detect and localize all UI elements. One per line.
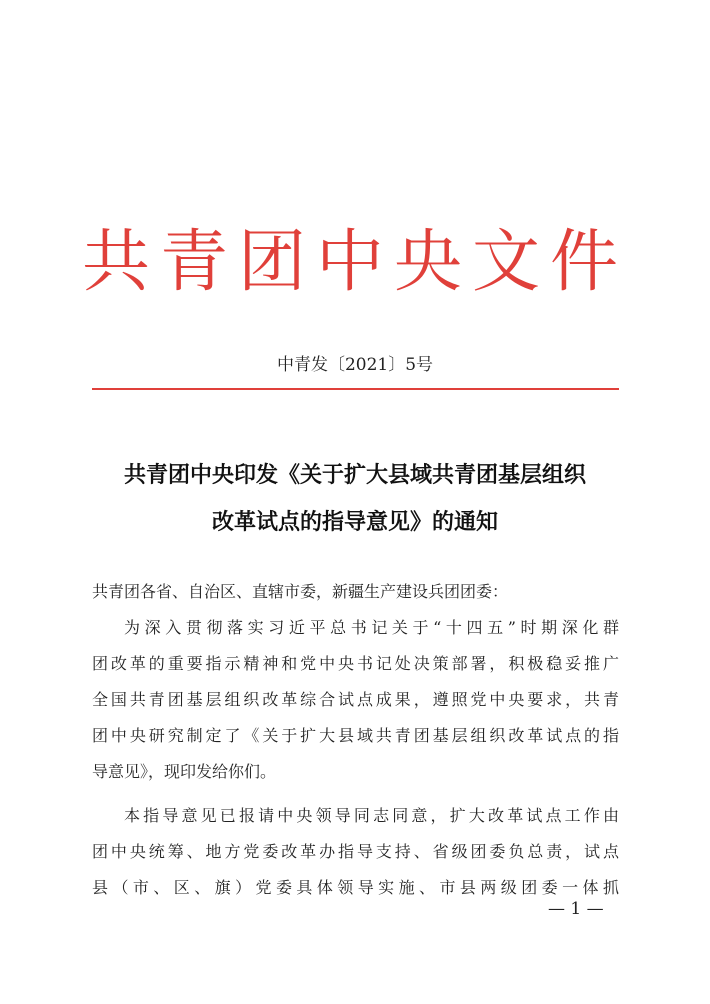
- title-line-1: 共青团中央印发《关于扩大县域共青团基层组织: [123, 462, 586, 488]
- paragraph-2-line-1: 本指导意见已报请中央领导同志同意，扩大改革试点工作由: [124, 806, 619, 825]
- paragraph-1-line-1: 为深入贯彻落实习近平总书记关于“十四五”时期深化群: [124, 618, 619, 637]
- paragraph-1: [92, 610, 619, 790]
- paragraph-2-line-3: 县（市、区、旗）党委具体领导实施、市县两级团委一体抓: [92, 878, 619, 897]
- document-body: [92, 574, 619, 906]
- paragraph-2: [92, 798, 619, 906]
- salutation: 共青团各省、自治区、直辖市委，新疆生产建设兵团团委：: [92, 582, 509, 601]
- red-divider: [92, 388, 619, 390]
- issuer-heading: 共青团中央文件: [81, 223, 628, 302]
- title-line-2: 改革试点的指导意见》的通知: [211, 509, 498, 535]
- paragraph-1-line-3: 全国共青团基层组织改革综合试点成果，遵照党中央要求，共青: [92, 690, 619, 709]
- paragraph-1-line-4: 团中央研究制定了《关于扩大县域共青团基层组织改革试点的指: [92, 726, 619, 745]
- paragraph-1-line-2: 团改革的重要指示精神和党中央书记处决策部署，积极稳妥推广: [92, 654, 619, 673]
- paragraph-1-line-5: 导意见》，现印发给你们。: [92, 762, 277, 781]
- document-number: 中青发〔2021〕5号: [276, 355, 434, 375]
- paragraph-2-line-2: 团中央统筹、地方党委改革办指导支持、省级团委负总责，试点: [92, 842, 619, 861]
- document-title: [70, 452, 640, 546]
- page-number: — 1 —: [548, 899, 604, 919]
